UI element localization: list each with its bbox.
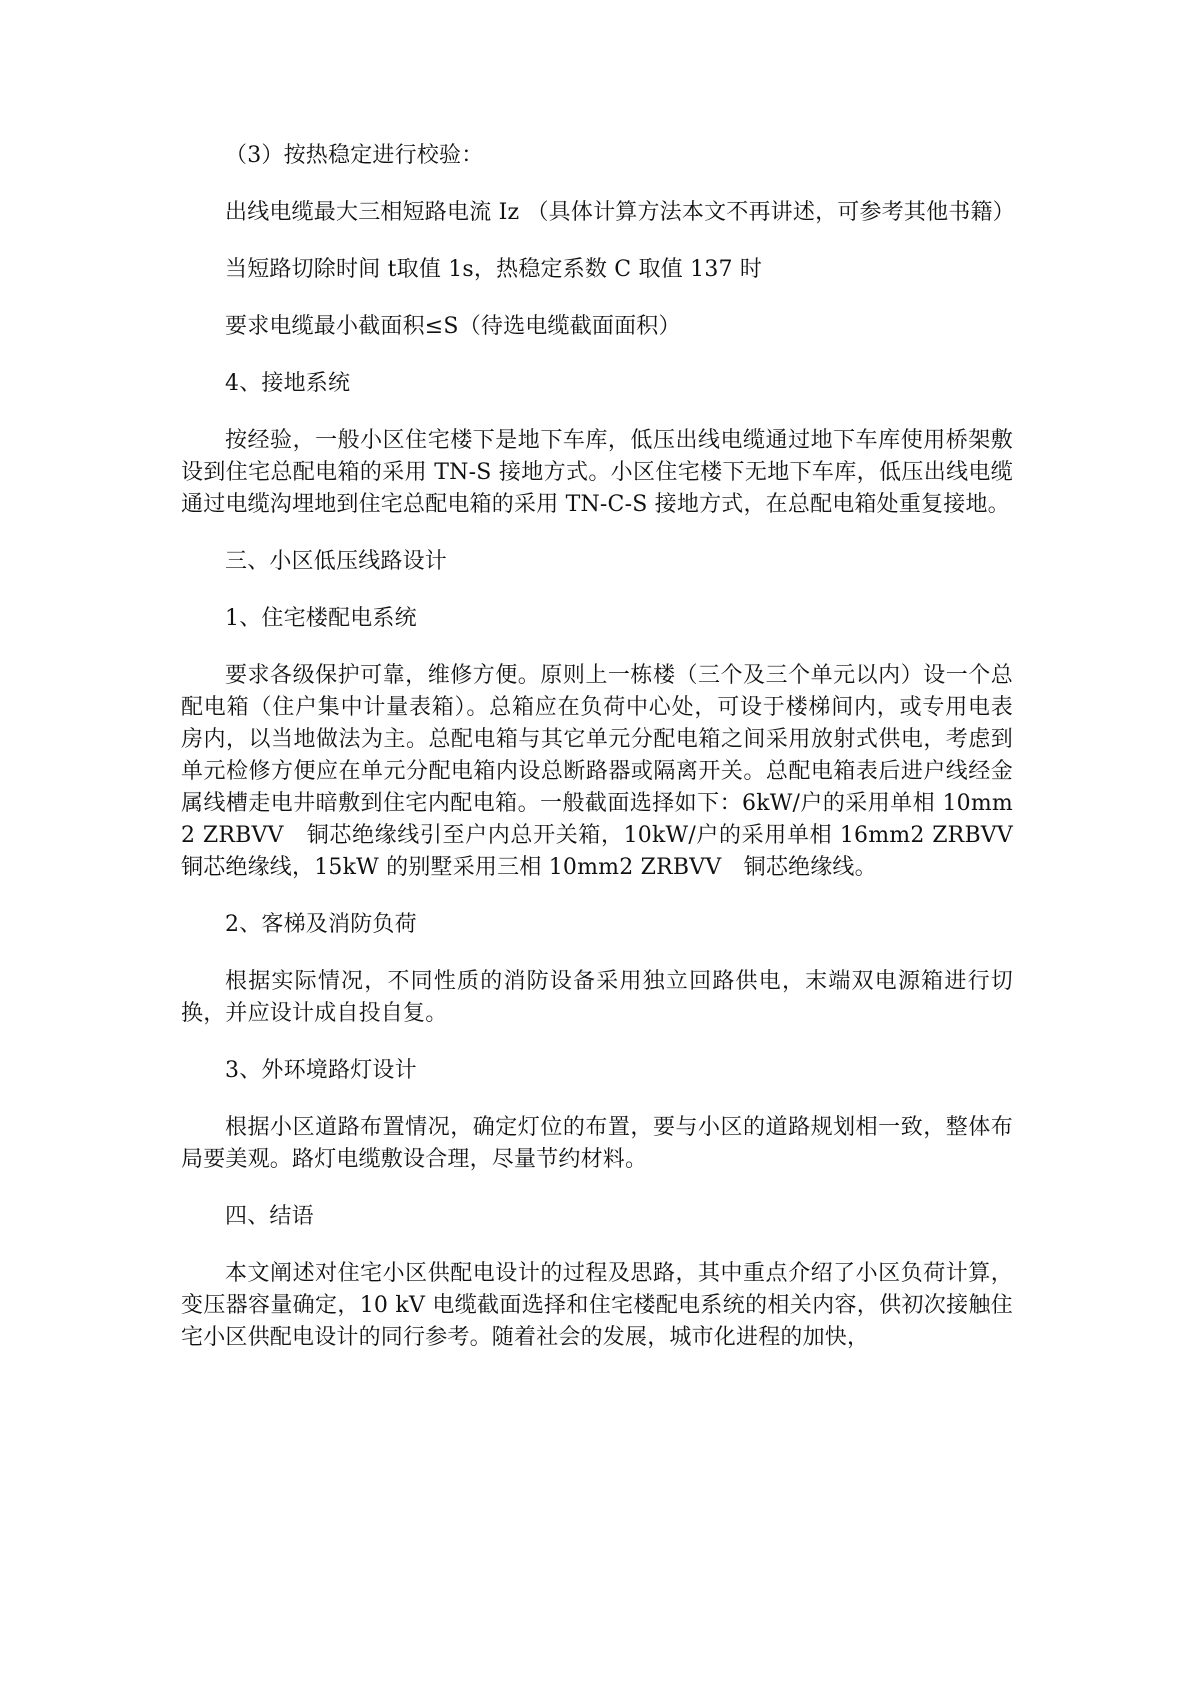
document-body [181,140,1036,1379]
paragraph-conclusion: 本文阐述对住宅小区供配电设计的过程及思路，其中重点介绍了小区负荷计算，变压器容量确定，10 kV 电缆截面选择和住宅楼配电系统的相关内容，供初次接触住宅小区供配电设计的同行参考。随着社会的发展，城市化进程的加快， [181,1261,1013,1350]
paragraph-thermal-check-heading: （3）按热稳定进行校验： [225,143,484,168]
heading-grounding-system: 4、接地系统 [225,371,351,396]
paragraph-min-cross-section: 要求电缆最小截面积≤S（待选电缆截面面积） [225,314,681,339]
paragraph-clearing-time: 当短路切除时间 t取值 1s，热稳定系数 C 取值 137 时 [225,257,763,282]
paragraph-fire-equipment-supply: 根据实际情况，不同性质的消防设备采用独立回路供电，末端双电源箱进行切换，并应设计成自投自复。 [181,969,1013,1026]
paragraph-grounding-details: 按经验，一般小区住宅楼下是地下车库，低压出线电缆通过地下车库使用桥架敷设到住宅总配电箱的采用 TN-S 接地方式。小区住宅楼下无地下车库，低压出线电缆通过电缆沟埋地到住宅总配电箱的采用 TN-C-S 接地方式，在总配电箱处重复接地。 [181,428,1013,517]
heading-conclusion: 四、结语 [225,1204,314,1229]
heading-residential-distribution: 1、住宅楼配电系统 [225,606,417,631]
heading-elevator-fire-loads: 2、客梯及消防负荷 [225,912,417,937]
paragraph-street-lighting-details: 根据小区道路布置情况，确定灯位的布置，要与小区的道路规划相一致，整体布局要美观。路灯电缆敷设合理，尽量节约材料。 [181,1115,1013,1172]
heading-street-lighting: 3、外环境路灯设计 [225,1058,417,1083]
paragraph-short-circuit-current: 出线电缆最大三相短路电流 Iz （具体计算方法本文不再讲述，可参考其他书籍） [225,200,1015,225]
heading-low-voltage-design: 三、小区低压线路设计 [225,549,448,574]
paragraph-distribution-details: 要求各级保护可靠，维修方便。原则上一栋楼（三个及三个单元以内）设一个总配电箱（住户集中计量表箱）。总箱应在负荷中心处，可设于楼梯间内，或专用电表房内，以当地做法为主。总配电箱与其它单元分配电箱之间采用放射式供电，考虑到单元检修方便应在单元分配电箱内设总断路器或隔离开关。总配电箱表后进户线经金属线槽走电井暗敷到住宅内配电箱。一般截面选择如下：6kW/户的采用单相 10mm2 ZRBVV 铜芯绝缘线引至户内总开关箱，10kW/户的采用单相 16mm2 ZRBVV 铜芯绝缘线，15kW 的别墅采用三相 10mm2 ZRBVV 铜芯绝缘线。 [181,663,1036,880]
